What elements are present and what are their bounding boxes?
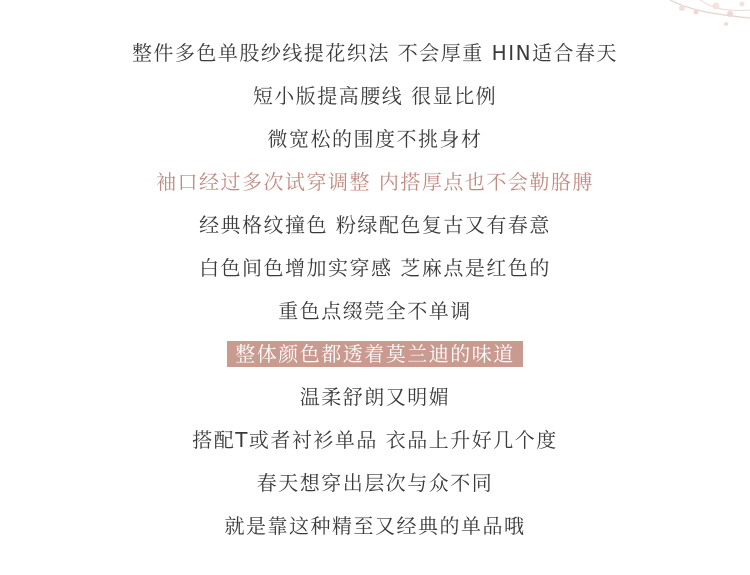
- line-text: 经典格纹撞色 粉绿配色复古又有春意: [199, 212, 551, 237]
- line-text: 整件多色单股纱线提花织法 不会厚重 HIN适合春天: [131, 40, 619, 65]
- description-line-5: [0, 203, 750, 246]
- line-text: 袖口经过多次试穿调整 内搭厚点也不会勒胳膊: [156, 169, 594, 194]
- description-line-1: [0, 31, 750, 74]
- description-line-8-highlight: [0, 332, 750, 375]
- line-text: 微宽松的围度不挑身材: [267, 126, 483, 151]
- line-text: 白色间色增加实穿感 芝麻点是红色的: [199, 255, 551, 280]
- description-line-4-accent: [0, 160, 750, 203]
- line-text: 就是靠这种精至又经典的单品哦: [224, 513, 526, 538]
- line-text: 短小版提高腰线 很显比例: [252, 83, 498, 108]
- description-line-3: [0, 117, 750, 160]
- line-text: 春天想穿出层次与众不同: [256, 470, 494, 495]
- line-text: 重色点缀莞全不单调: [278, 298, 472, 323]
- description-line-10: [0, 418, 750, 461]
- description-line-2: [0, 74, 750, 117]
- description-line-9: [0, 375, 750, 418]
- line-text: 温柔舒朗又明媚: [299, 384, 451, 409]
- description-line-11: [0, 461, 750, 504]
- line-text: 搭配T或者衬衫单品 衣品上升好几个度: [192, 427, 558, 452]
- line-text: 整体颜色都透着莫兰迪的味道: [227, 341, 523, 367]
- description-line-6: [0, 246, 750, 289]
- description-line-7: [0, 289, 750, 332]
- description-line-12: [0, 504, 750, 547]
- description-lines: [0, 31, 750, 547]
